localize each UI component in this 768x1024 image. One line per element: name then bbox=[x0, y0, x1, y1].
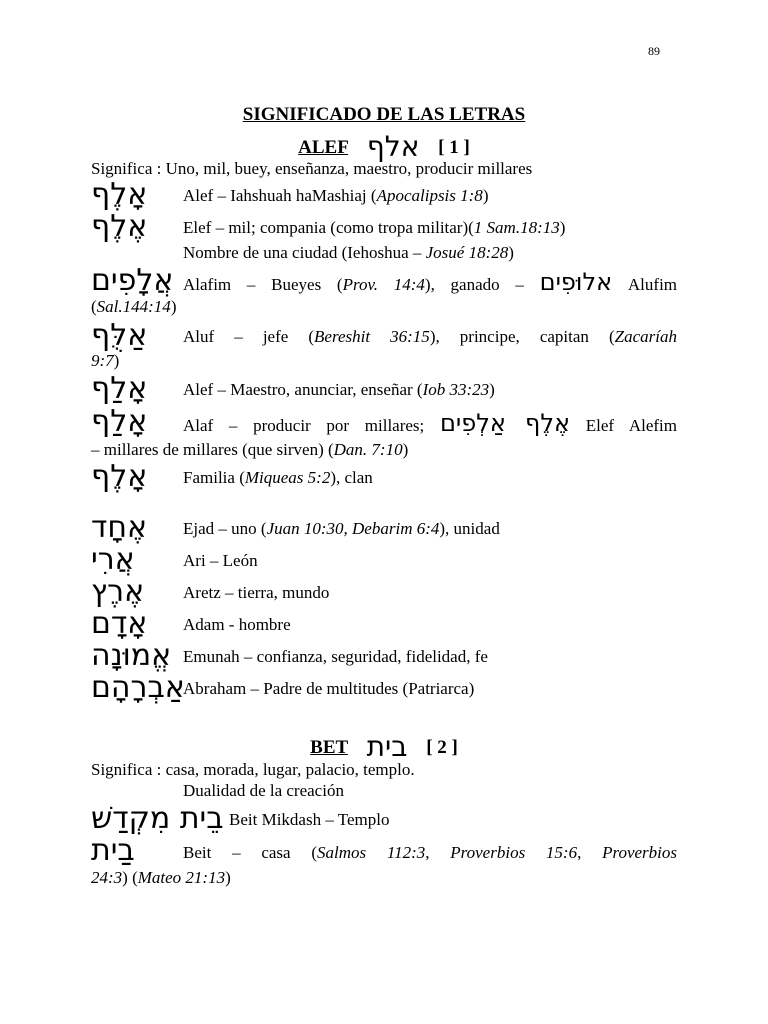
entry-hebrew: אֱמוּנָה bbox=[91, 638, 172, 673]
entry-continuation: (Sal.144:14) bbox=[91, 297, 177, 316]
bet-heading bbox=[0, 730, 768, 763]
meaning-label: Significa : bbox=[91, 760, 162, 779]
meaning-label: Significa : bbox=[91, 159, 162, 178]
entry-hebrew: אָלֶף bbox=[91, 177, 148, 212]
entry-hebrew: אֶחָד bbox=[91, 510, 148, 545]
entry-hebrew: אָלַף bbox=[91, 404, 148, 439]
entry-continuation: 9:7) bbox=[91, 351, 120, 370]
entry-text: Aretz – tierra, mundo bbox=[183, 583, 330, 602]
entry-hebrew: אָלֶף bbox=[91, 459, 148, 494]
bet-meaning-2: Dualidad de la creación bbox=[183, 781, 344, 800]
alef-number: [ 1 ] bbox=[438, 137, 470, 158]
entry-text: Alef – Maestro, anunciar, enseñar (Iob 33:23) bbox=[183, 380, 495, 399]
entry-text: Alafim – Bueyes (Prov. 14:4), ganado – אלוּפִים Alufim bbox=[183, 268, 678, 296]
alef-name: ALEF bbox=[298, 137, 349, 158]
meaning-text: casa, morada, lugar, palacio, templo. bbox=[165, 760, 415, 779]
entry-text: Emunah – confianza, seguridad, fidelidad, fe bbox=[183, 647, 488, 666]
alef-hebrew: אלף bbox=[366, 130, 420, 163]
entry-text: Beit Mikdash – Templo bbox=[229, 810, 390, 829]
entry-hebrew-inline: אֶלֶף אַלְפִים bbox=[439, 409, 571, 437]
bet-hebrew: בית bbox=[366, 730, 408, 763]
entry-hebrew: אָדָם bbox=[91, 606, 148, 641]
entry-text: Familia (Miqueas 5:2), clan bbox=[183, 468, 373, 487]
entry-text: Beit – casa (Salmos 112:3, Proverbios 15:6, Proverbios bbox=[183, 843, 678, 862]
entry-continuation: 24:3) (Mateo 21:13) bbox=[91, 868, 231, 887]
entry-text: Alaf – producir por millares; אֶלֶף אַלְפִים Elef Alefim bbox=[183, 409, 677, 437]
entry-hebrew-inline: אלוּפִים bbox=[539, 268, 613, 296]
entry-hebrew: אֶלֶף bbox=[91, 209, 148, 244]
entry-text: Adam - hombre bbox=[183, 615, 291, 634]
entry-text: Ari – León bbox=[183, 551, 258, 570]
entry-hebrew: בַית bbox=[91, 833, 135, 868]
entry-continuation: – millares de millares (que sirven) (Dan. 7:10) bbox=[91, 440, 409, 459]
entry-hebrew: אָלַף bbox=[91, 371, 148, 406]
page-title: SIGNIFICADO DE LAS LETRAS bbox=[242, 104, 526, 125]
entry-text: Aluf – jefe (Bereshit 36:15), principe, capitan (Zacaríah bbox=[183, 327, 677, 346]
meaning-text: Uno, mil, buey, enseñanza, maestro, producir millares bbox=[165, 159, 533, 178]
entry-text: Nombre de una ciudad (Iehoshua – Josué 18:28) bbox=[183, 243, 514, 262]
entry-hebrew: אַלֻּף bbox=[91, 318, 148, 353]
bet-name: BET bbox=[310, 737, 348, 758]
entry-hebrew: אַבְרָהָם bbox=[91, 670, 185, 705]
entry-text: Alef – Iahshuah haMashiaj (Apocalipsis 1:8) bbox=[183, 186, 489, 205]
bet-number: [ 2 ] bbox=[426, 737, 458, 758]
page-number: 89 bbox=[648, 44, 660, 58]
entry-hebrew: אֶרֶץ bbox=[91, 574, 145, 609]
entry-hebrew: אֲרִי bbox=[91, 542, 135, 577]
entry-text: Ejad – uno (Juan 10:30, Debarim 6:4), unidad bbox=[183, 519, 500, 538]
alef-meaning bbox=[91, 159, 677, 179]
entry-hebrew: בֵית מִקְדַשׁ bbox=[91, 801, 224, 836]
bet-meaning bbox=[91, 760, 677, 780]
entry-hebrew: אֲלָפִים bbox=[91, 263, 174, 298]
entry-text: Abraham – Padre de multitudes (Patriarca) bbox=[183, 679, 475, 698]
entry-text: Elef – mil; compania (como tropa militar)(1 Sam.18:13) bbox=[183, 218, 566, 237]
